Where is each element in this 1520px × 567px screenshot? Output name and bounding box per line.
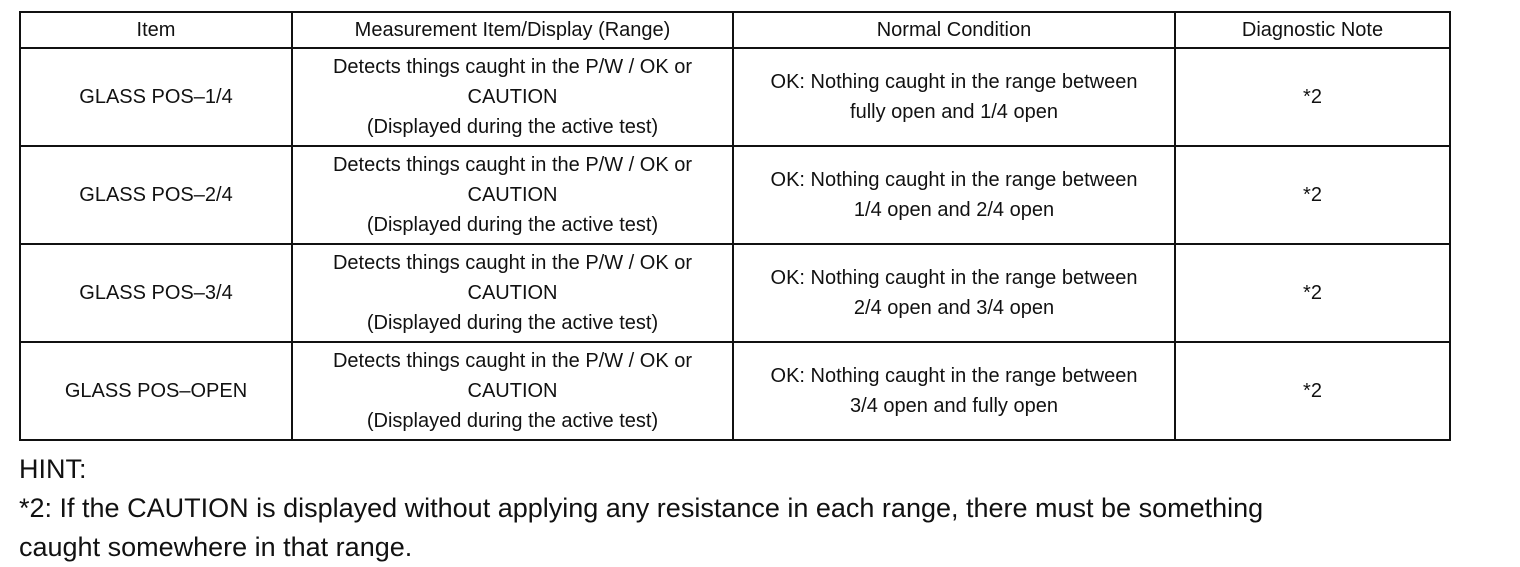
measurement-line: Detects things caught in the P/W / OK or xyxy=(332,350,693,372)
normal-condition-line: OK: Nothing caught in the range between xyxy=(770,365,1138,387)
normal-condition-cell xyxy=(733,146,1175,244)
measurement-line: CAUTION xyxy=(467,380,558,402)
normal-condition-line: OK: Nothing caught in the range between xyxy=(770,267,1138,289)
data-list-table xyxy=(19,11,1451,441)
item-cell: GLASS POS–2/4 xyxy=(20,146,292,244)
header-normal-condition: Normal Condition xyxy=(733,12,1175,48)
diagnostic-note-cell: *2 xyxy=(1175,244,1450,342)
hint-section xyxy=(19,450,1489,567)
table-row xyxy=(20,48,1450,146)
measurement-line: CAUTION xyxy=(467,86,558,108)
measurement-cell xyxy=(292,48,733,146)
normal-condition-line: 1/4 open and 2/4 open xyxy=(853,199,1055,221)
measurement-line: (Displayed during the active test) xyxy=(366,214,659,236)
normal-condition-cell xyxy=(733,244,1175,342)
measurement-line: CAUTION xyxy=(467,184,558,206)
diagnostic-note-cell: *2 xyxy=(1175,342,1450,440)
diagnostic-note-cell: *2 xyxy=(1175,146,1450,244)
measurement-line: Detects things caught in the P/W / OK or xyxy=(332,56,693,78)
header-measurement-item: Measurement Item/Display (Range) xyxy=(292,12,733,48)
item-cell: GLASS POS–OPEN xyxy=(20,342,292,440)
measurement-line: Detects things caught in the P/W / OK or xyxy=(332,154,693,176)
table-row xyxy=(20,244,1450,342)
normal-condition-line: 2/4 open and 3/4 open xyxy=(853,297,1055,319)
table-row xyxy=(20,342,1450,440)
normal-condition-cell xyxy=(733,342,1175,440)
hint-title: HINT: xyxy=(19,454,87,484)
measurement-line: CAUTION xyxy=(467,282,558,304)
normal-condition-line: OK: Nothing caught in the range between xyxy=(770,71,1138,93)
hint-text-line: caught somewhere in that range. xyxy=(19,532,413,562)
hint-text-line: *2: If the CAUTION is displayed without applying any resistance in each range, there must be something xyxy=(19,493,1264,523)
measurement-cell xyxy=(292,342,733,440)
measurement-line: (Displayed during the active test) xyxy=(366,116,659,138)
measurement-cell xyxy=(292,146,733,244)
item-cell: GLASS POS–3/4 xyxy=(20,244,292,342)
item-cell: GLASS POS–1/4 xyxy=(20,48,292,146)
header-diagnostic-note: Diagnostic Note xyxy=(1175,12,1450,48)
measurement-line: Detects things caught in the P/W / OK or xyxy=(332,252,693,274)
measurement-line: (Displayed during the active test) xyxy=(366,312,659,334)
header-item: Item xyxy=(20,12,292,48)
measurement-line: (Displayed during the active test) xyxy=(366,410,659,432)
normal-condition-line: 3/4 open and fully open xyxy=(850,395,1058,417)
normal-condition-line: fully open and 1/4 open xyxy=(850,101,1058,123)
normal-condition-line: OK: Nothing caught in the range between xyxy=(770,169,1138,191)
table-header-row xyxy=(20,12,1450,48)
normal-condition-cell xyxy=(733,48,1175,146)
measurement-cell xyxy=(292,244,733,342)
diagnostic-note-cell: *2 xyxy=(1175,48,1450,146)
table-row xyxy=(20,146,1450,244)
data-list-table-container xyxy=(19,11,1451,441)
